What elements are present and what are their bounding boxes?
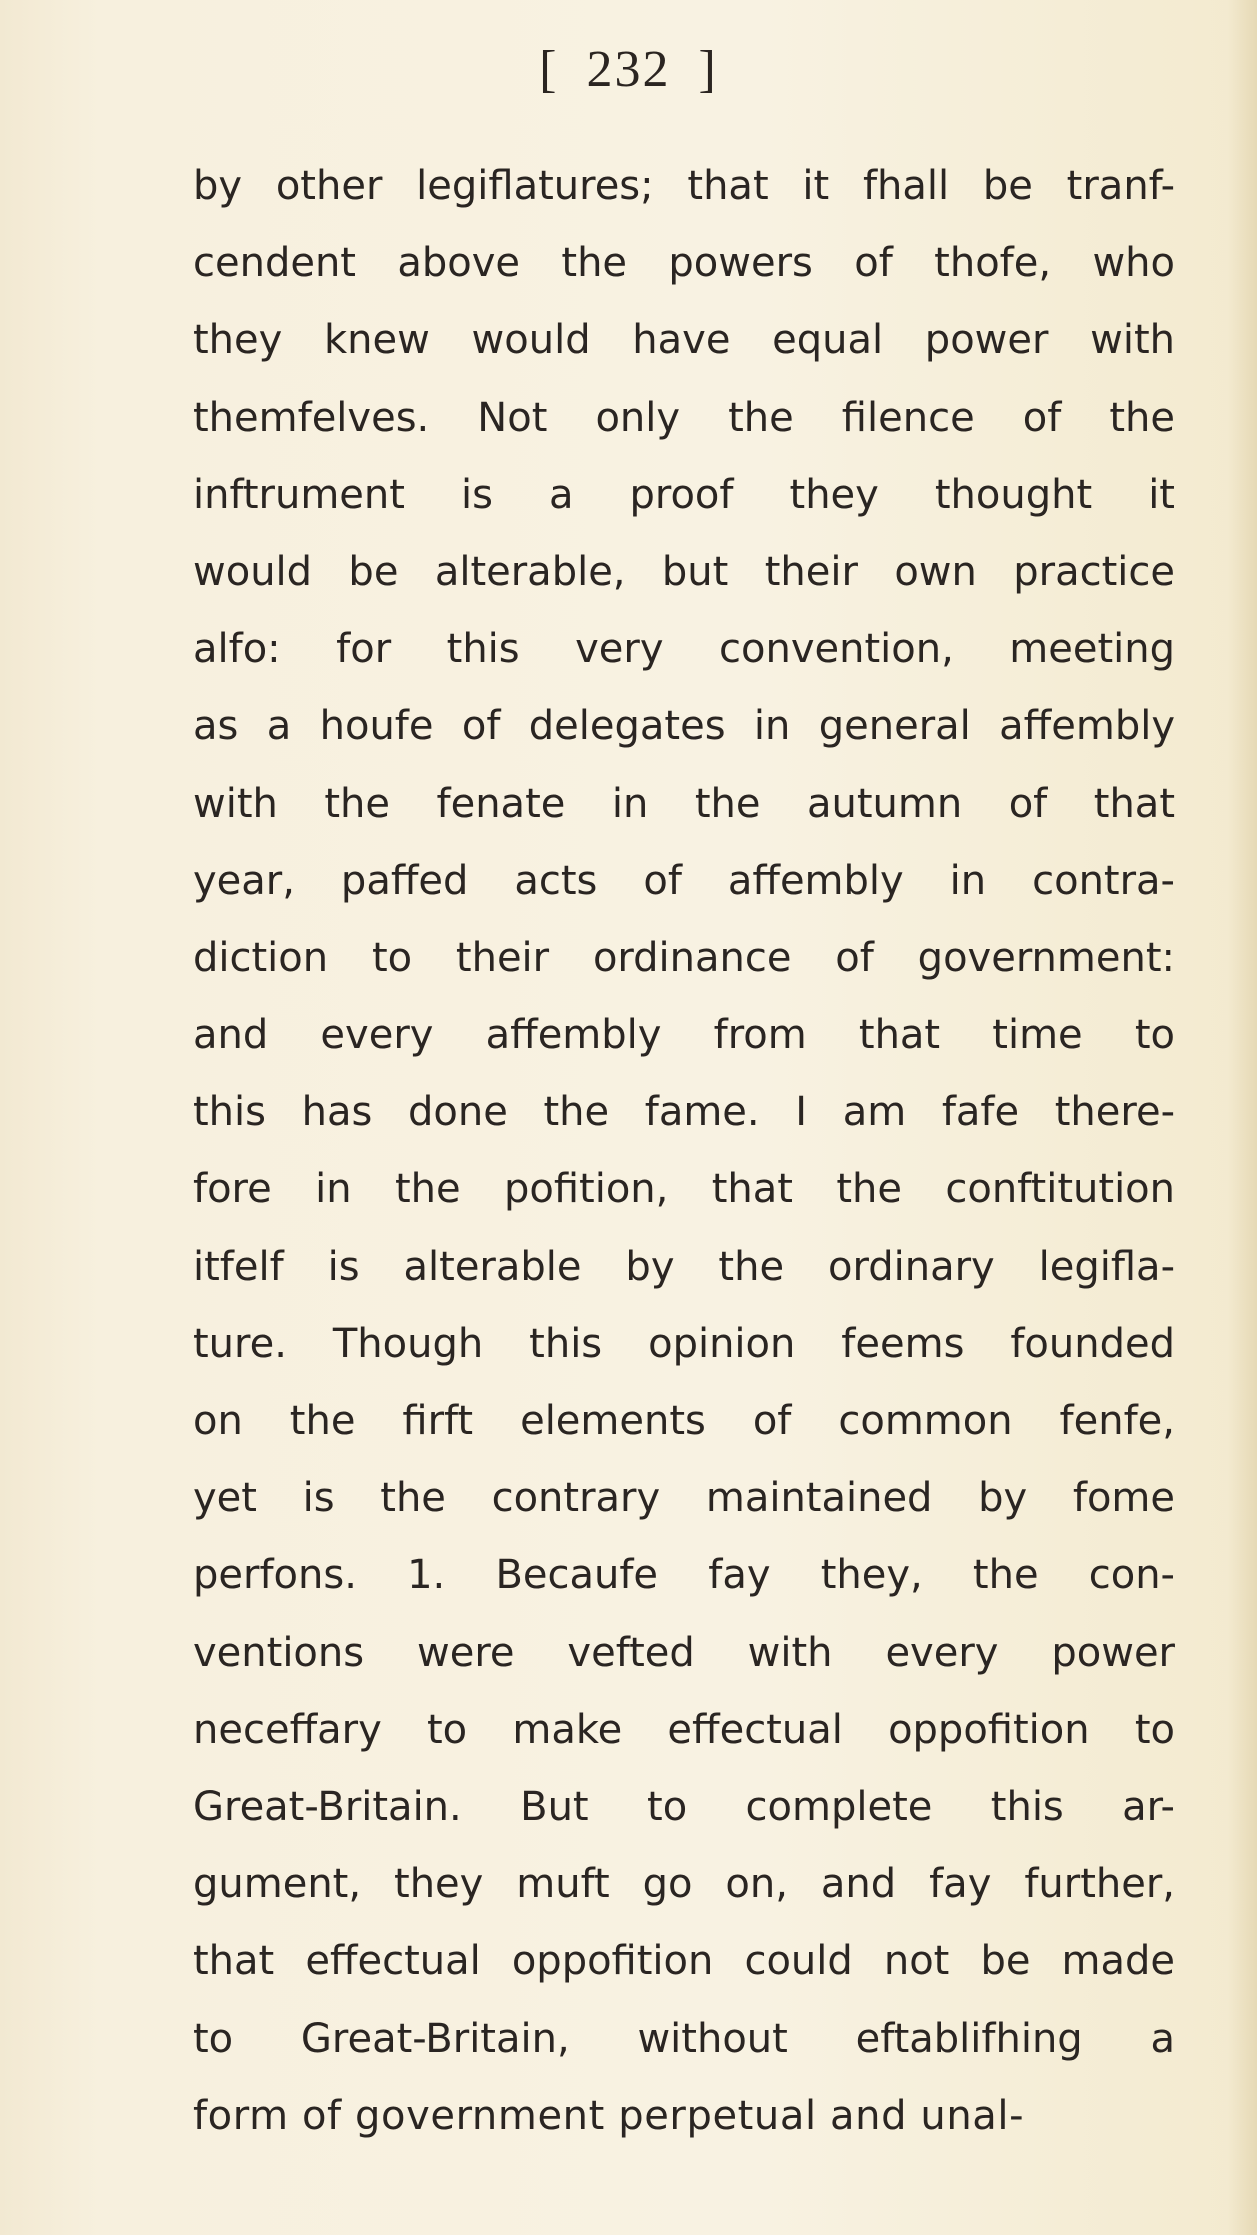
body-text (193, 148, 1175, 2155)
text-line: this has done the fame. I am fafe there- (193, 1089, 1175, 1136)
text-line: to Great-Britain, without eftablifhing a (193, 2015, 1175, 2062)
text-line: alfo: for this very convention, meeting (193, 626, 1175, 673)
text-line: neceffary to make effectual oppofition to (193, 1706, 1175, 1753)
text-line: year, paffed acts of affembly in contra- (193, 857, 1175, 904)
text-line: would be alterable, but their own practice (193, 548, 1175, 595)
text-line: they knew would have equal power with (193, 317, 1175, 364)
text-line: cendent above the powers of thofe, who (193, 240, 1175, 287)
text-line: themfelves. Not only the filence of the (193, 394, 1175, 441)
text-line: itfelf is alterable by the ordinary legifla- (193, 1243, 1175, 1290)
page-number-value: 232 (586, 41, 671, 98)
text-line: Great-Britain. But to complete this ar- (193, 1783, 1175, 1830)
text-line: perfons. 1. Becaufe fay they, the con- (193, 1552, 1175, 1599)
text-line: yet is the contrary maintained by fome (193, 1475, 1175, 1522)
text-line: with the fenate in the autumn of that (193, 780, 1175, 827)
text-line: diction to their ordinance of government: (193, 934, 1175, 981)
text-line: on the firft elements of common fenfe, (193, 1398, 1175, 1444)
text-line: ture. Though this opinion feems founded (193, 1320, 1175, 1367)
page-edge-shadow (1227, 0, 1257, 2235)
page-number-close-bracket: ] (698, 41, 718, 98)
text-line: ventions were vefted with every power (193, 1629, 1175, 1676)
text-line: by other legiflatures; that it fhall be tranf- (193, 163, 1175, 209)
text-line: inftrument is a proof they thought it (193, 471, 1175, 518)
text-line: fore in the pofition, that the conftitution (193, 1166, 1175, 1213)
text-line: gument, they muft go on, and fay further, (193, 1861, 1175, 1908)
text-line: and every affembly from that time to (193, 1012, 1175, 1059)
text-line: that effectual oppofition could not be made (193, 1938, 1175, 1985)
text-line: form of government perpetual and unal- (193, 2092, 1025, 2139)
page-number-open-bracket: [ (539, 41, 559, 98)
page-number (0, 40, 1257, 99)
text-line: as a houfe of delegates in general affembly (193, 703, 1175, 750)
